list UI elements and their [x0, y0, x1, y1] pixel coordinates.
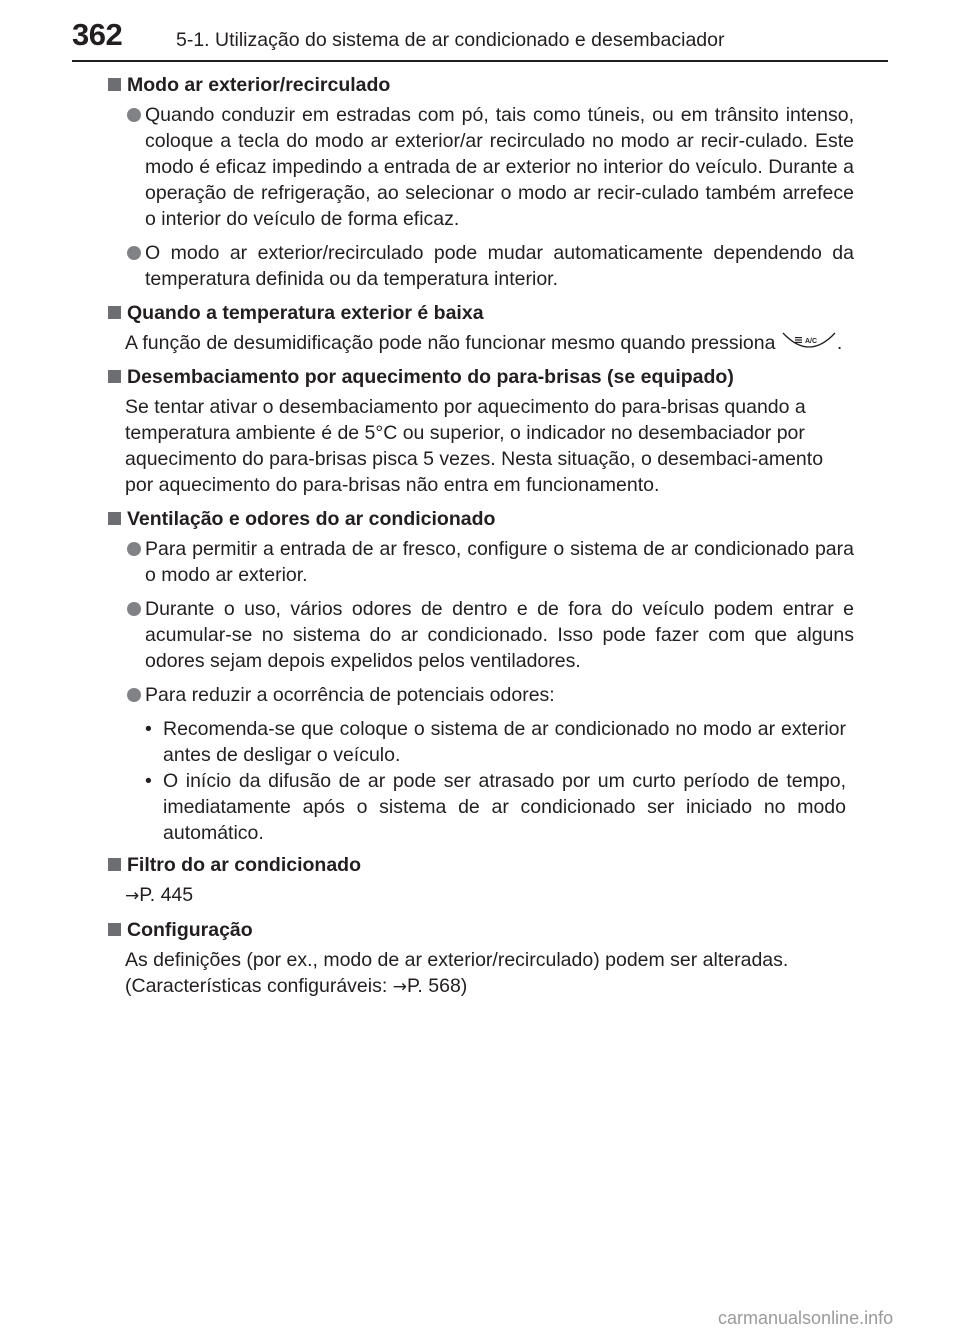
ac-button-icon: [781, 331, 837, 355]
paragraph: [108, 394, 854, 498]
bullet-item: [108, 682, 854, 708]
sub-bullet-item: [145, 768, 854, 846]
paragraph-text: As definições (por ex., modo de ar exterior/recirculado) podem ser alteradas.: [125, 949, 789, 971]
section-heading-text: Filtro do ar condicionado: [127, 854, 361, 876]
paragraph-end: .: [836, 332, 843, 354]
bullet-item: [108, 596, 854, 674]
page-header: [0, 0, 960, 62]
paragraph-text-start: (Características configuráveis:: [125, 975, 393, 997]
section-heading-text: Configuração: [127, 919, 253, 941]
section-heading: [108, 917, 854, 943]
bullet-text: Para reduzir a ocorrência de potenciais odores:: [145, 684, 555, 706]
square-marker-icon: [108, 512, 121, 525]
bullet-item: [108, 102, 854, 232]
section-low-outside-temperature: [108, 300, 854, 356]
bullet-item: [108, 536, 854, 588]
section-outside-recirculated-mode: [108, 72, 854, 292]
arrow-right-icon: →: [125, 886, 140, 906]
paragraph-text: [125, 973, 854, 1000]
square-marker-icon: [108, 923, 121, 936]
square-marker-icon: [108, 858, 121, 871]
circle-bullet-icon: [127, 246, 141, 260]
page-reference[interactable]: [108, 882, 854, 909]
section-heading: [108, 364, 854, 390]
bullet-item: [108, 240, 854, 292]
paragraph: [108, 947, 854, 1000]
bullet-text: O modo ar exterior/recirculado pode mudar automaticamente dependendo da temperatura definida ou da temperatura interior.: [145, 242, 854, 290]
watermark: carmanualsonline.info: [718, 1308, 894, 1328]
header-rule: [72, 60, 888, 62]
circle-bullet-icon: [127, 542, 141, 556]
sub-bullet-text: Recomenda-se que coloque o sistema de ar condicionado no modo ar exterior antes de desligar o veículo.: [163, 718, 846, 766]
page-reference-link[interactable]: P. 445: [139, 884, 194, 906]
circle-bullet-icon: [127, 688, 141, 702]
square-marker-icon: [108, 370, 121, 383]
square-marker-icon: [108, 78, 121, 91]
sub-bullet-marker: •: [145, 770, 152, 792]
section-windshield-defogger: [108, 364, 854, 498]
paragraph-text: Se tentar ativar o desembaciamento por aquecimento do para-brisas quando a temperatura ambiente é de 5°C ou superior, o indicador no desembaciador por aquecimento do para-brisas pisca 5 vezes. Nesta situação, o desembaci-amento por aquecimento do para-brisas não entra em funcionamento.: [125, 396, 824, 496]
bullet-text: Durante o uso, vários odores de dentro e de fora do veículo podem entrar e acumular-se no sistema do ar condicionado. Isso pode fazer com que alguns odores sejam depois expelidos pelos ventiladores.: [145, 598, 854, 672]
section-configuration: [108, 917, 854, 1000]
section-heading: [108, 300, 854, 326]
page-number: 362: [72, 17, 123, 52]
sub-bullet-marker: •: [145, 718, 152, 740]
bullet-text: Para permitir a entrada de ar fresco, configure o sistema de ar condicionado para o modo ar exterior.: [145, 538, 854, 586]
square-marker-icon: [108, 306, 121, 319]
circle-bullet-icon: [127, 108, 141, 122]
bullet-text: Quando conduzir em estradas com pó, tais como túneis, ou em trânsito intenso, coloque a tecla do modo ar exterior/ar recirculado no modo ar recir-culado. Este modo é eficaz impedindo a entrada de ar exterior no interior do veículo. Durante a operação de refrigeração, ao selecionar o modo ar recir-culado também arrefece o interior do veículo de forma eficaz.: [145, 104, 854, 230]
sub-bullet-list: [108, 716, 854, 846]
paragraph: [108, 330, 854, 356]
circle-bullet-icon: [127, 602, 141, 616]
section-heading: [108, 506, 854, 532]
section-heading: [108, 72, 854, 98]
section-heading-text: Quando a temperatura exterior é baixa: [127, 302, 484, 324]
sub-bullet-item: [145, 716, 854, 768]
section-ventilation-odors: [108, 506, 854, 846]
paragraph-text: A função de desumidificação pode não funcionar mesmo quando pressiona: [125, 332, 776, 354]
section-air-filter: [108, 852, 854, 909]
section-heading: [108, 852, 854, 878]
section-heading-text: Desembaciamento por aquecimento do para-brisas (se equipado): [127, 366, 734, 388]
section-heading-text: Modo ar exterior/recirculado: [127, 74, 391, 96]
sub-bullet-text: O início da difusão de ar pode ser atrasado por um curto período de tempo, imediatamente após o sistema de ar condicionado ser iniciado no modo automático.: [163, 770, 846, 844]
arrow-right-icon: →: [392, 977, 407, 997]
section-heading-text: Ventilação e odores do ar condicionado: [127, 508, 496, 530]
ac-label: A/C: [804, 337, 817, 345]
page-reference-link[interactable]: P. 568): [406, 975, 468, 997]
page-content: [108, 72, 854, 1008]
chapter-title: 5-1. Utilização do sistema de ar condicionado e desembaciador: [176, 29, 725, 51]
